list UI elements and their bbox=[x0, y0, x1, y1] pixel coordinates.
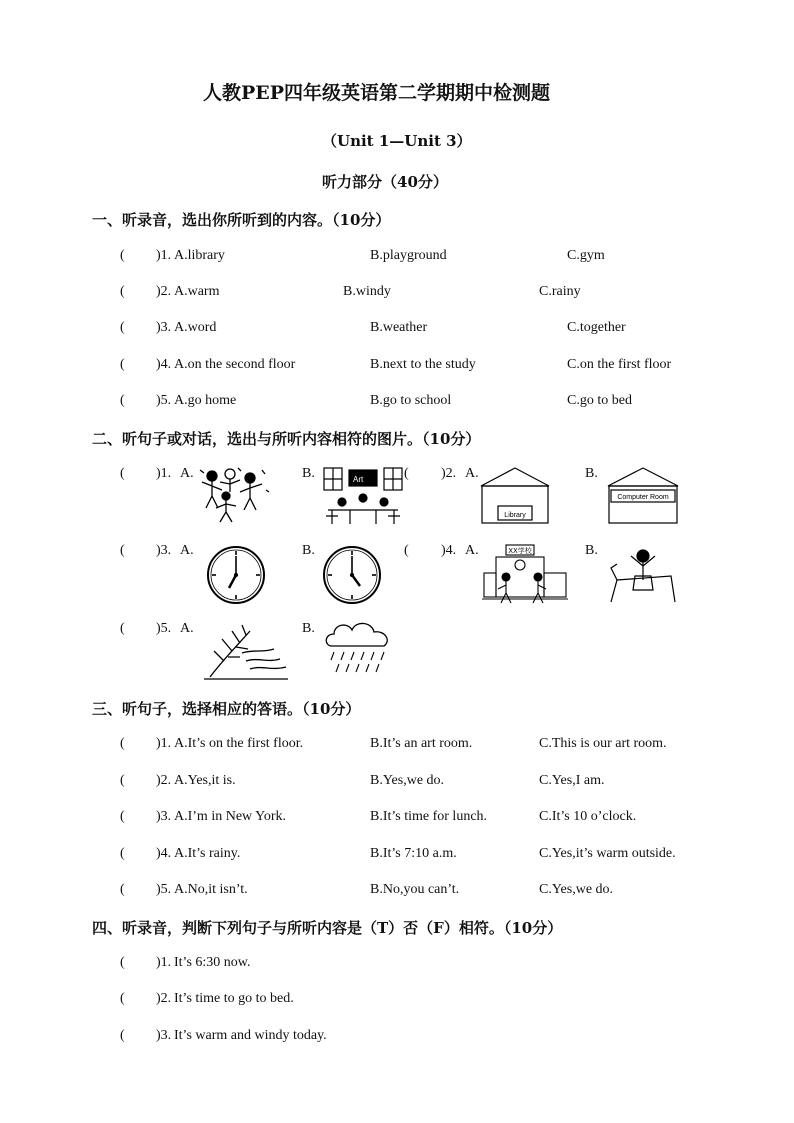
option-a-label: A. bbox=[180, 543, 194, 558]
answer-paren[interactable]: ( bbox=[120, 466, 125, 481]
school-sign: XX学校 bbox=[508, 547, 532, 555]
question-number: )5. bbox=[156, 393, 172, 408]
answer-paren[interactable]: ( bbox=[120, 284, 125, 299]
option-b: B.weather bbox=[370, 320, 428, 335]
option-a-label: A. bbox=[180, 466, 194, 481]
option-b: B.windy bbox=[343, 284, 391, 299]
option-b: B.Yes,we do. bbox=[370, 773, 445, 788]
option-c: C.together bbox=[567, 320, 626, 335]
option-c: C.on the first floor bbox=[567, 357, 672, 372]
question-number: )5. bbox=[156, 621, 172, 636]
statement-text: It’s warm and windy today. bbox=[174, 1028, 327, 1043]
unit-range: （Unit 1—Unit 3） bbox=[322, 132, 472, 150]
question-number: )1. bbox=[156, 248, 172, 263]
rainy-cloud-image bbox=[322, 620, 394, 680]
option-a: A.go home bbox=[174, 393, 237, 408]
question-number: )1. bbox=[156, 955, 172, 970]
answer-paren[interactable]: ( bbox=[120, 991, 125, 1006]
section-1-heading: 一、听录音，选出你所听到的内容。（10分） bbox=[92, 211, 391, 229]
question-number: )4. bbox=[156, 357, 172, 372]
question-number: )4. bbox=[156, 846, 172, 861]
question-number: )1. bbox=[156, 736, 172, 751]
option-a-label: A. bbox=[465, 543, 479, 558]
question-number: )2. bbox=[156, 773, 172, 788]
question-number: )2. bbox=[156, 284, 172, 299]
library-label: Library bbox=[504, 512, 526, 519]
option-a: A.I’m in New York. bbox=[174, 809, 286, 824]
classroom-image bbox=[322, 466, 404, 526]
option-b: B.go to school bbox=[370, 393, 452, 408]
option-b: B.playground bbox=[370, 248, 447, 263]
option-b: B.It’s time for lunch. bbox=[370, 809, 488, 824]
option-b: B.It’s 7:10 a.m. bbox=[370, 846, 457, 861]
section-2-heading: 二、听句子或对话，选出与所听内容相符的图片。（10分） bbox=[92, 430, 481, 448]
answer-paren[interactable]: ( bbox=[120, 736, 125, 751]
person-getting-up-image bbox=[607, 546, 677, 604]
answer-paren[interactable]: ( bbox=[120, 357, 125, 372]
option-b: B.No,you can’t. bbox=[370, 882, 460, 897]
answer-paren[interactable]: ( bbox=[120, 543, 125, 558]
option-c: C.This is our art room. bbox=[539, 736, 667, 751]
option-a: A.on the second floor bbox=[174, 357, 296, 372]
option-a: A.It’s rainy. bbox=[174, 846, 241, 861]
option-c: C.Yes,it’s warm outside. bbox=[539, 846, 676, 861]
part-title: 听力部分（40分） bbox=[322, 173, 448, 191]
option-a-label: A. bbox=[465, 466, 479, 481]
answer-paren[interactable]: ( bbox=[120, 955, 125, 970]
answer-paren[interactable]: ( bbox=[120, 621, 125, 636]
option-c: C.Yes,we do. bbox=[539, 882, 614, 897]
answer-paren[interactable]: ( bbox=[120, 320, 125, 335]
option-b-label: B. bbox=[302, 466, 315, 481]
question-number: )5. bbox=[156, 882, 172, 897]
option-a-label: A. bbox=[180, 621, 194, 636]
students-dancing-image bbox=[198, 466, 270, 524]
option-c: C.gym bbox=[567, 248, 605, 263]
answer-paren[interactable]: ( bbox=[120, 248, 125, 263]
clock-seven-oclock-image bbox=[206, 545, 266, 605]
question-number: )3. bbox=[156, 809, 172, 824]
clock-four-oclock-image bbox=[322, 545, 382, 605]
section-4-heading: 四、听录音，判断下列句子与所听内容是（T）否（F）相符。（10分） bbox=[92, 919, 563, 937]
answer-paren[interactable]: ( bbox=[120, 773, 125, 788]
option-c: C.go to bed bbox=[567, 393, 632, 408]
children-going-to-school-image bbox=[482, 543, 568, 605]
question-number: )1. bbox=[156, 466, 172, 481]
option-a: A.warm bbox=[174, 284, 220, 299]
art-sign: Art bbox=[353, 475, 364, 484]
option-b: B.It’s an art room. bbox=[370, 736, 473, 751]
option-a: A.It’s on the first floor. bbox=[174, 736, 304, 751]
option-a: A.No,it isn’t. bbox=[174, 882, 248, 897]
answer-paren[interactable]: ( bbox=[120, 846, 125, 861]
option-c: C.rainy bbox=[539, 284, 581, 299]
library-building-image bbox=[480, 466, 550, 524]
statement-text: It’s time to go to bed. bbox=[174, 991, 294, 1006]
option-a: A.Yes,it is. bbox=[174, 773, 236, 788]
answer-paren[interactable]: ( bbox=[404, 543, 409, 558]
question-number: )3. bbox=[156, 543, 172, 558]
question-number: )3. bbox=[156, 1028, 172, 1043]
answer-paren[interactable]: ( bbox=[120, 393, 125, 408]
option-a: A.library bbox=[174, 248, 225, 263]
computer-room-building-image bbox=[607, 466, 679, 524]
option-b: B.next to the study bbox=[370, 357, 476, 372]
statement-text: It’s 6:30 now. bbox=[174, 955, 251, 970]
question-number: )4. bbox=[441, 543, 457, 558]
page-title: 人教PEP四年级英语第二学期期中检测题 bbox=[203, 82, 551, 104]
question-number: )2. bbox=[441, 466, 457, 481]
question-number: )3. bbox=[156, 320, 172, 335]
windy-tree-image bbox=[202, 621, 290, 681]
option-b-label: B. bbox=[585, 543, 598, 558]
option-c: C.Yes,I am. bbox=[539, 773, 605, 788]
option-b-label: B. bbox=[585, 466, 598, 481]
option-a: A.word bbox=[174, 320, 217, 335]
answer-paren[interactable]: ( bbox=[120, 1028, 125, 1043]
answer-paren[interactable]: ( bbox=[120, 809, 125, 824]
computer-room-label: Computer Room bbox=[617, 494, 669, 501]
answer-paren[interactable]: ( bbox=[120, 882, 125, 897]
option-c: C.It’s 10 o’clock. bbox=[539, 809, 637, 824]
option-b-label: B. bbox=[302, 543, 315, 558]
question-number: )2. bbox=[156, 991, 172, 1006]
section-3-heading: 三、听句子，选择相应的答语。（10分） bbox=[92, 700, 361, 718]
answer-paren[interactable]: ( bbox=[404, 466, 409, 481]
option-b-label: B. bbox=[302, 621, 315, 636]
